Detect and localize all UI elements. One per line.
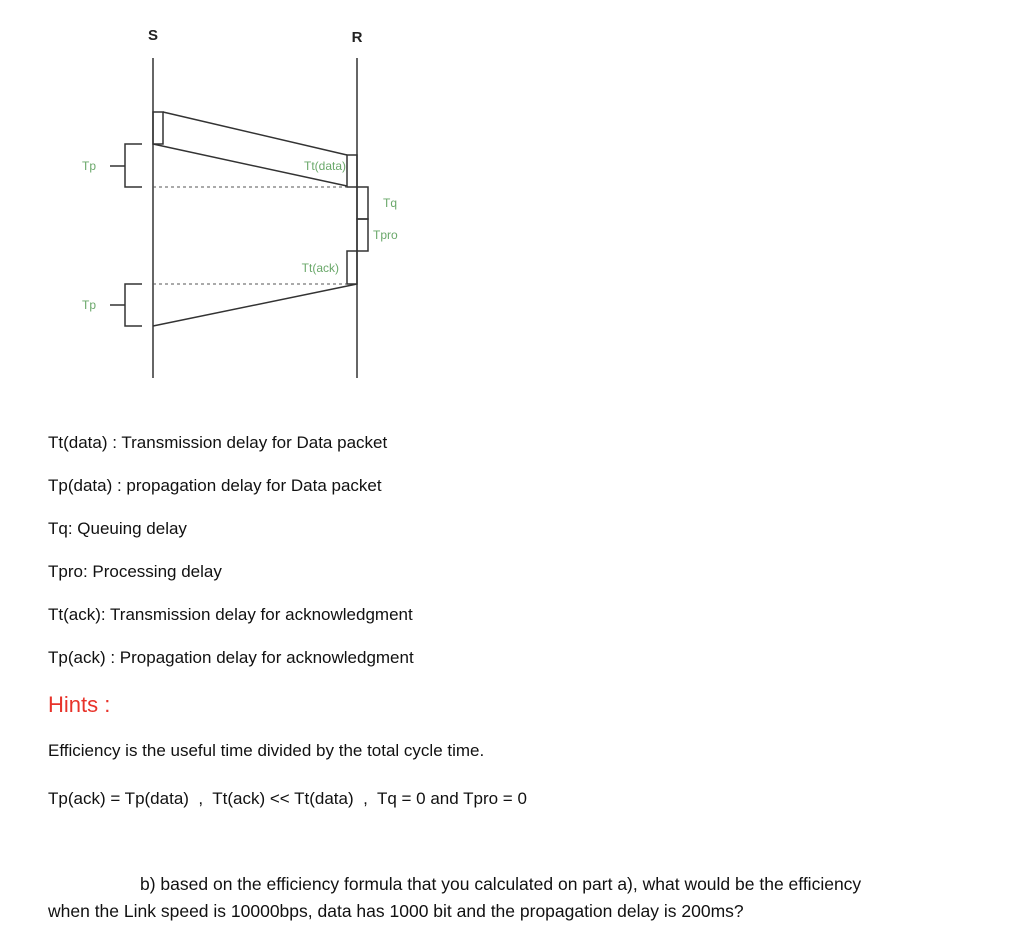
hints-heading: Hints :	[48, 692, 111, 717]
definition-tp-data: Tp(data) : propagation delay for Data packet	[48, 476, 382, 495]
tq-label: Tq	[383, 196, 398, 210]
receiver-label: R	[351, 29, 363, 46]
ack-line	[153, 284, 357, 326]
sender-data-box	[153, 112, 163, 144]
definition-tp-ack: Tp(ack) : Propagation delay for acknowledgment	[48, 648, 414, 667]
data-packet-top-edge	[163, 112, 347, 155]
hint-assumptions: Tp(ack) = Tp(data) , Tt(ack) << Tt(data) , Tq = 0 and Tpro = 0	[48, 789, 527, 808]
tp-bracket-1	[125, 144, 142, 187]
tt-ack-box	[347, 251, 357, 284]
tt-ack-label: Tt(ack)	[301, 261, 339, 275]
tp-label-2: Tp	[82, 298, 97, 312]
timing-diagram	[0, 0, 460, 400]
tpro-box	[357, 219, 368, 251]
question-b-line1: b) based on the efficiency formula that you calculated on part a), what would be the efficiency	[140, 874, 862, 894]
tp-label-1: Tp	[82, 159, 97, 173]
definition-tt-ack: Tt(ack): Transmission delay for acknowledgment	[48, 605, 413, 624]
definition-tpro: Tpro: Processing delay	[48, 562, 222, 581]
hint-efficiency: Efficiency is the useful time divided by the total cycle time.	[48, 741, 485, 760]
tq-box	[357, 187, 368, 219]
definition-tt-data: Tt(data) : Transmission delay for Data packet	[48, 433, 388, 452]
definition-tq: Tq: Queuing delay	[48, 519, 187, 538]
tt-data-box	[347, 155, 357, 187]
tt-data-label: Tt(data)	[303, 159, 346, 173]
tpro-label: Tpro	[373, 228, 398, 242]
question-b-line2: when the Link speed is 10000bps, data has 1000 bit and the propagation delay is 200ms?	[48, 901, 744, 921]
sender-label: S	[147, 27, 159, 44]
tp-bracket-2	[125, 284, 142, 326]
